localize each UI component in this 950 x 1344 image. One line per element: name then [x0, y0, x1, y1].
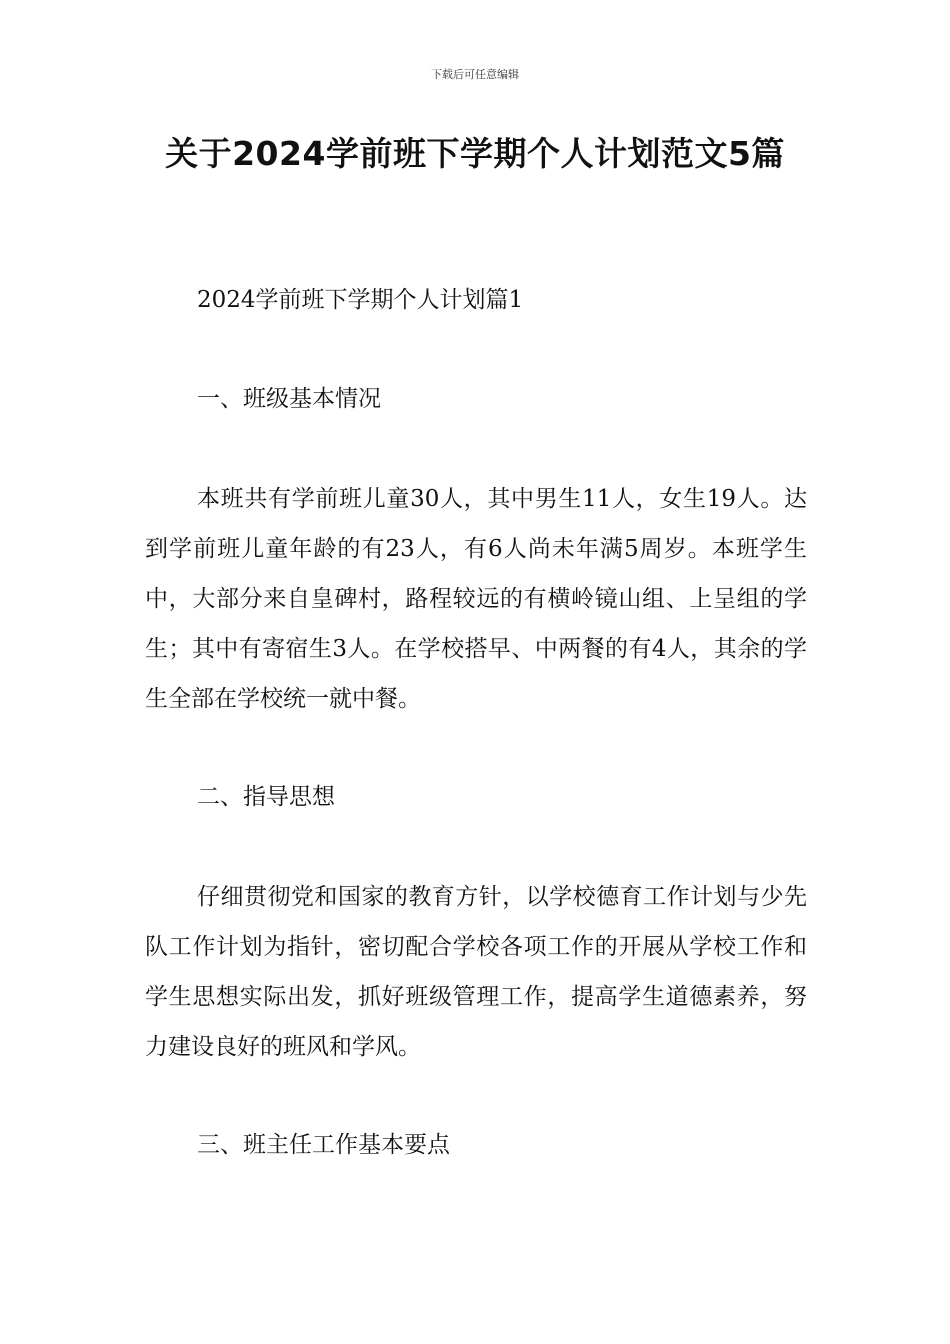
header-note: 下载后可任意编辑 — [431, 68, 519, 81]
section-heading-2: 二、指导思想 — [197, 784, 335, 810]
paragraph-2: 仔细贯彻党和国家的教育方针，以学校德育工作计划与少先队工作计划为指针，密切配合学校各项工作的开展从学校工作和学生思想实际出发，抓好班级管理工作，提高学生道德素养，努力建设良好的班风和学风。 — [145, 884, 807, 1060]
paragraph-1: 本班共有学前班儿童30人，其中男生11人，女生19人。达到学前班儿童年龄的有23人，有6人尚未年满5周岁。本班学生中，大部分来自皇碑村，路程较远的有横岭镜山组、上呈组的学生；其中有寄宿生3人。在学校搭早、中两餐的有4人，其余的学生全部在学校统一就中餐。 — [145, 486, 807, 712]
section-heading-1: 一、班级基本情况 — [197, 386, 381, 412]
section-subtitle: 2024学前班下学期个人计划篇1 — [197, 287, 524, 313]
section-heading-3: 三、班主任工作基本要点 — [197, 1132, 450, 1158]
document-title: 关于2024学前班下学期个人计划范文5篇 — [165, 134, 785, 173]
